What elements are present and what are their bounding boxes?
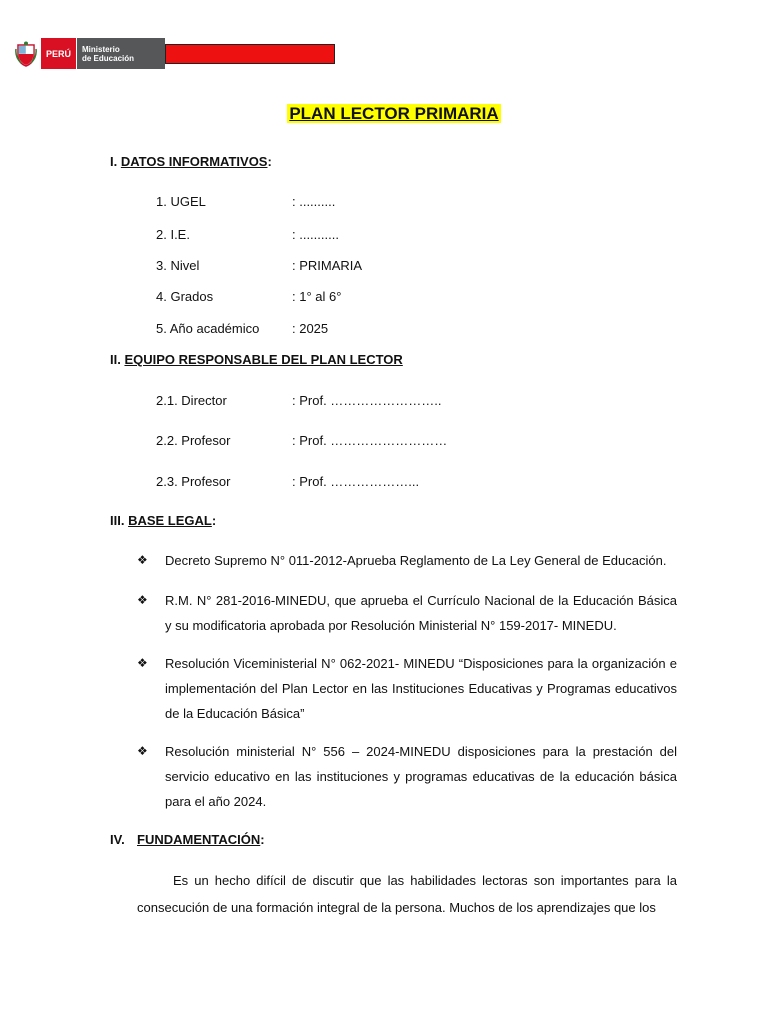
- section-base-legal: III. BASE LEGAL:: [110, 513, 217, 528]
- datos-row: 4. Grados : 1° al 6°: [156, 289, 342, 304]
- page-title: PLAN LECTOR PRIMARIA: [289, 104, 499, 123]
- diamond-bullet-icon: ❖: [137, 656, 148, 670]
- base-legal-item: ❖ Resolución Viceministerial N° 062-2021- MINEDU “Disposiciones para la organización e implementación del Plan Lector en las Instituciones Educativas y Programas educativos de la Educación Básica”: [137, 651, 677, 726]
- diamond-bullet-icon: ❖: [137, 593, 148, 607]
- minedu-logo: [14, 38, 165, 69]
- fundamentacion-paragraph: Es un hecho difícil de discutir que las habilidades lectoras son importantes para la consecución de una formación integral de la persona. Muchos de los aprendizajes que los: [137, 873, 677, 915]
- equipo-row: 2.2. Profesor : Prof. ………………………: [156, 433, 448, 448]
- diamond-bullet-icon: ❖: [137, 744, 148, 758]
- base-legal-item: ❖ Resolución ministerial N° 556 – 2024-MINEDU disposiciones para la prestación del servicio educativo en las instituciones y programas educativas de la educación básica para el año 2024.: [137, 739, 677, 814]
- peru-label: PERÚ: [41, 38, 76, 69]
- ministerio-line-1: Ministerio: [82, 44, 120, 54]
- section-equipo-responsable: II. EQUIPO RESPONSABLE DEL PLAN LECTOR: [110, 352, 403, 367]
- equipo-row: 2.1. Director : Prof. ……………………..: [156, 393, 442, 408]
- diamond-bullet-icon: ❖: [137, 553, 148, 567]
- base-legal-item: ❖ Decreto Supremo N° 011-2012-Aprueba Reglamento de La Ley General de Educación.: [137, 548, 677, 573]
- datos-row: 1. UGEL : ..........: [156, 194, 336, 209]
- section-datos-informativos: I. DATOS INFORMATIVOS:: [110, 154, 272, 169]
- datos-row: 5. Año académico : 2025: [156, 321, 329, 336]
- equipo-row: 2.3. Profesor : Prof. ………………...: [156, 474, 420, 489]
- ministerio-label: [76, 38, 165, 69]
- ministerio-line-2: de Educación: [82, 53, 135, 63]
- datos-row: 3. Nivel : PRIMARIA: [156, 258, 363, 273]
- header-red-bar: [165, 44, 335, 64]
- coat-of-arms-icon: [14, 38, 38, 69]
- section-fundamentacion: IV. FUNDAMENTACIÓN:: [110, 832, 265, 847]
- datos-row: 2. I.E. : ...........: [156, 227, 339, 242]
- base-legal-item: ❖ R.M. N° 281-2016-MINEDU, que aprueba el Currículo Nacional de la Educación Básica y su modificatoria aprobada por Resolución Ministerial N° 159-2017- MINEDU.: [137, 588, 677, 638]
